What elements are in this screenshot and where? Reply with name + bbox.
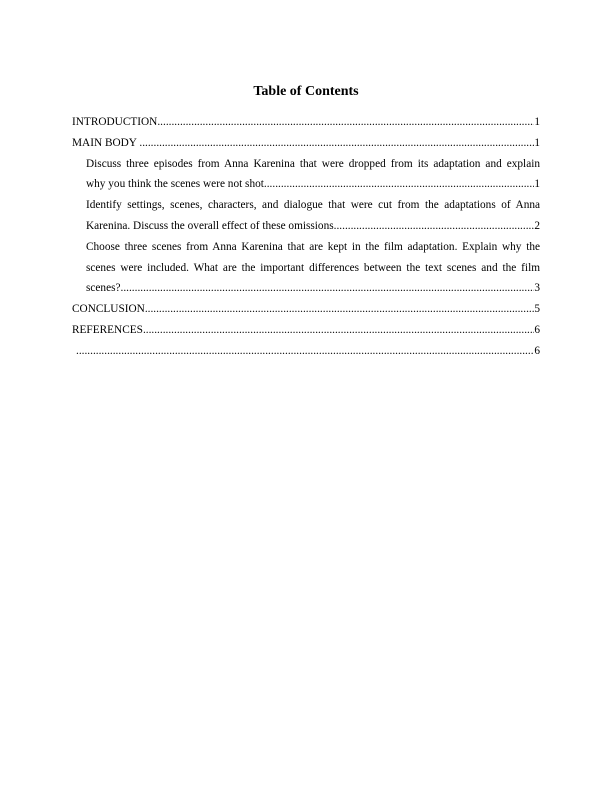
toc-entry-line bbox=[86, 216, 540, 237]
toc-entry-kept-scenes[interactable] bbox=[72, 237, 540, 299]
toc-entry-text: scenes were included. What are the important differences between the text scenes and the film bbox=[86, 261, 540, 274]
toc-entry-text: Karenina. Discuss the overall effect of these omissions bbox=[86, 219, 334, 232]
toc-entry-dropped-episodes[interactable] bbox=[72, 154, 540, 196]
toc-page-number: 1 bbox=[534, 136, 540, 149]
toc-page-number: 2 bbox=[534, 219, 540, 232]
toc-entry-text: scenes? bbox=[86, 282, 121, 295]
toc-page-number: 5 bbox=[534, 303, 540, 316]
toc-entry-text: MAIN BODY bbox=[72, 136, 140, 149]
toc-entry-references[interactable] bbox=[72, 320, 540, 341]
toc-entry-text: Discuss three episodes from Anna Karenina that were dropped from its adaptation and explain bbox=[86, 157, 540, 170]
toc-page-number: 6 bbox=[534, 344, 540, 357]
toc-entry-text: INTRODUCTION bbox=[72, 116, 158, 128]
toc-page-number: 1 bbox=[534, 116, 540, 128]
toc-entry-text: Choose three scenes from Anna Karenina that are kept in the film adaptation. Explain why the bbox=[86, 240, 540, 253]
toc-entry-text: REFERENCES bbox=[72, 323, 143, 336]
toc-entry-line bbox=[72, 299, 540, 320]
dot-leader bbox=[145, 299, 535, 320]
dot-leader bbox=[76, 341, 534, 362]
toc-entry-text: why you think the scenes were not shot bbox=[86, 178, 264, 191]
toc-entry-blank[interactable] bbox=[72, 341, 540, 362]
dot-leader bbox=[334, 216, 535, 237]
toc-page-number: 3 bbox=[534, 282, 540, 295]
dot-leader bbox=[157, 112, 534, 133]
toc-entry-text: CONCLUSION bbox=[72, 303, 145, 316]
toc-entry-conclusion[interactable] bbox=[72, 299, 540, 320]
toc-entry-line bbox=[72, 112, 540, 133]
toc-entry-text: Identify settings, scenes, characters, and dialogue that were cut from the adaptations of Anna bbox=[86, 199, 540, 212]
toc-page-number: 1 bbox=[534, 178, 540, 191]
toc-title: Table of Contents bbox=[253, 84, 359, 99]
toc-entry-line bbox=[72, 320, 540, 341]
toc-page-number: 6 bbox=[534, 323, 540, 336]
toc-entry-cut-settings[interactable] bbox=[72, 195, 540, 237]
dot-leader bbox=[139, 133, 534, 154]
dot-leader bbox=[264, 174, 534, 195]
toc-entry-introduction[interactable] bbox=[72, 112, 540, 133]
toc-entry-line bbox=[86, 174, 540, 195]
toc-entry-line bbox=[72, 133, 540, 154]
toc-entry-line bbox=[86, 278, 540, 299]
toc-list bbox=[72, 112, 540, 362]
toc-entry-main-body[interactable] bbox=[72, 133, 540, 154]
toc-entry-line bbox=[72, 341, 540, 362]
dot-leader bbox=[121, 278, 535, 299]
dot-leader bbox=[143, 320, 534, 341]
